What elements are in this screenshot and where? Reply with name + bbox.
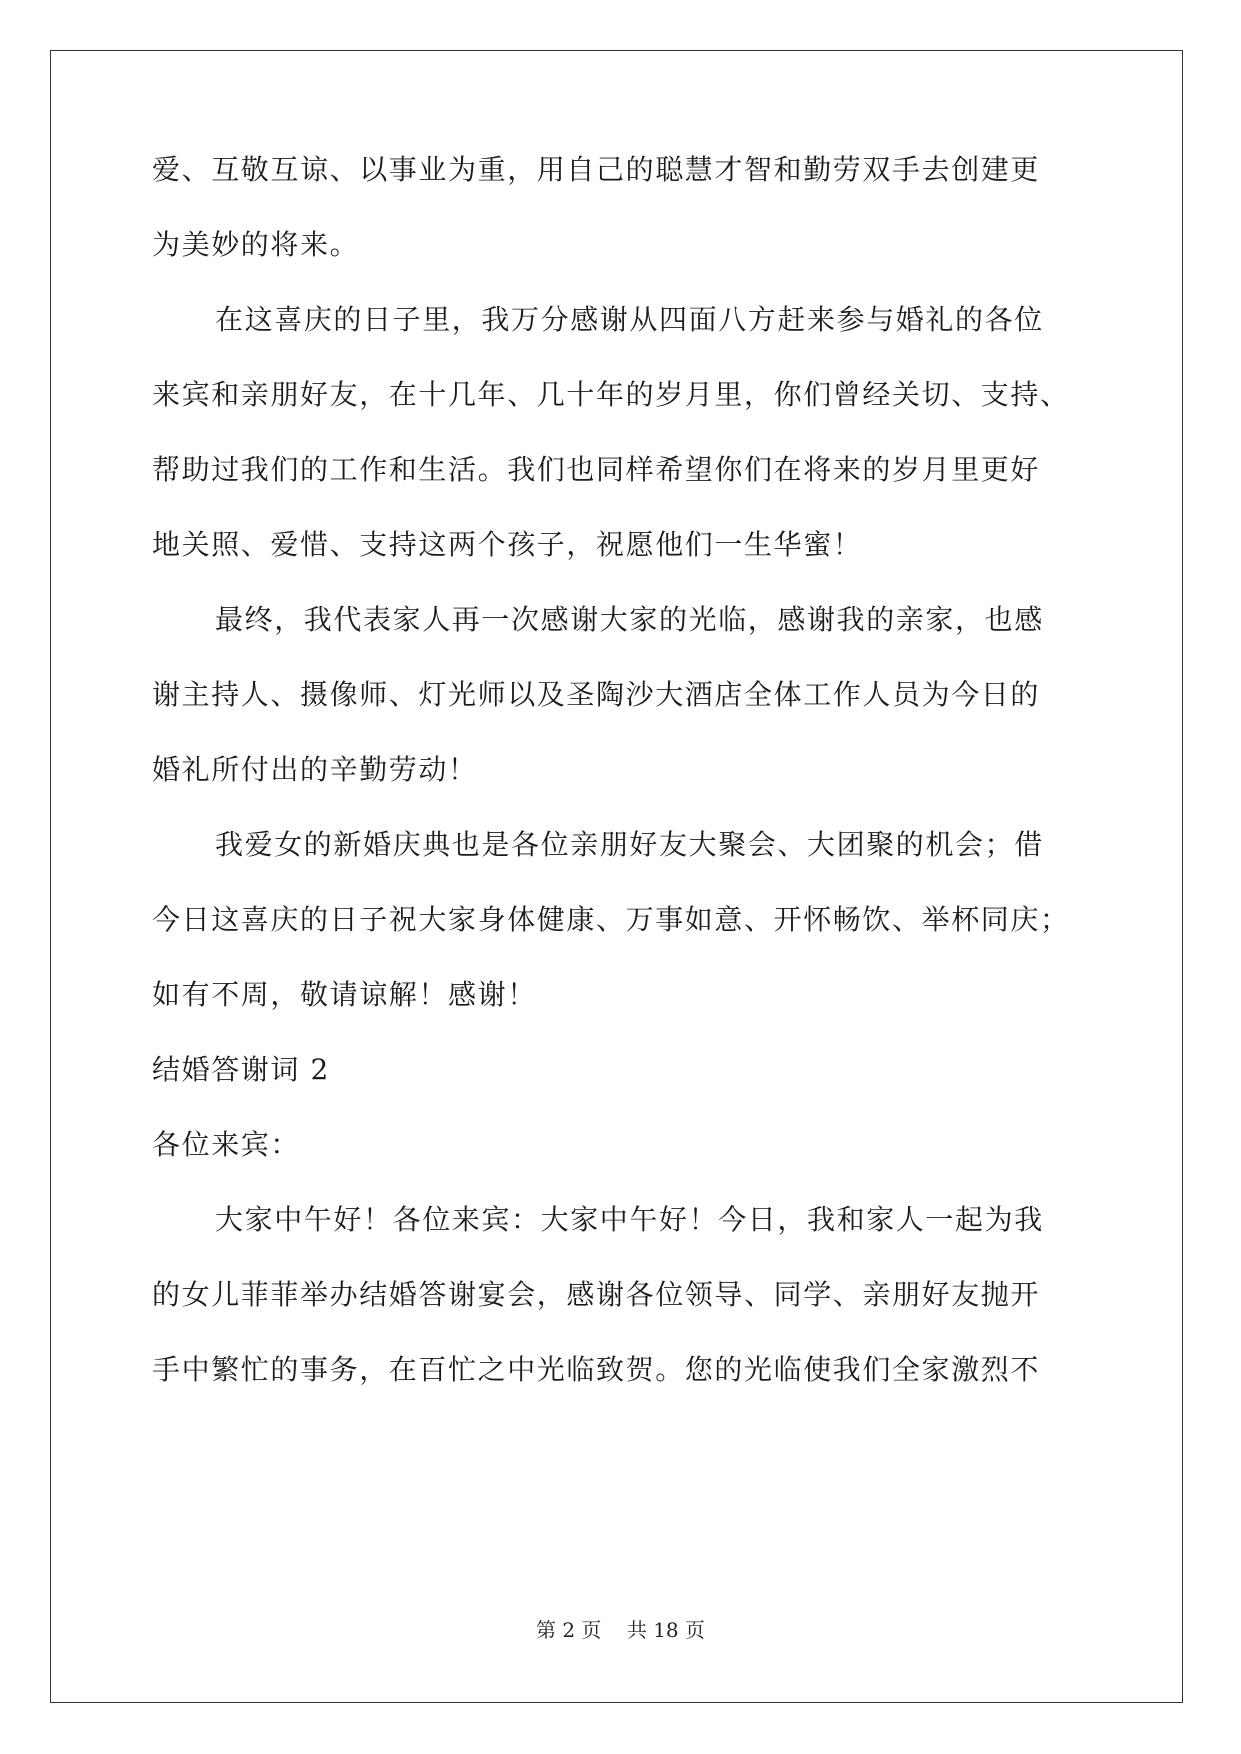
- text-line: 今日这喜庆的日子祝大家身体健康、万事如意、开怀畅饮、举杯同庆；: [152, 903, 1070, 936]
- page-number-footer: 第 2 页 共 18 页: [535, 1618, 706, 1642]
- page-border: [50, 50, 1183, 1703]
- paragraph-start-line: 最终，我代表家人再一次感谢大家的光临，感谢我的亲家，也感: [215, 603, 1044, 636]
- text-line: 来宾和亲朋好友，在十几年、几十年的岁月里，你们曾经关切、支持、: [152, 378, 1070, 411]
- text-line: 如有不周，敬请谅解！感谢！: [152, 978, 537, 1011]
- text-line: 地关照、爱惜、支持这两个孩子，祝愿他们一生华蜜！: [152, 528, 863, 561]
- paragraph-start-line: 我爱女的新婚庆典也是各位亲朋好友大聚会、大团聚的机会；借: [215, 828, 1044, 861]
- text-line: 爱、互敬互谅、以事业为重，用自己的聪慧才智和勤劳双手去创建更: [152, 153, 1041, 186]
- text-line: 手中繁忙的事务，在百忙之中光临致贺。您的光临使我们全家激烈不: [152, 1353, 1041, 1386]
- text-line: 的女儿菲菲举办结婚答谢宴会，感谢各位领导、同学、亲朋好友抛开: [152, 1278, 1041, 1311]
- paragraph-start-line: 大家中午好！各位来宾：大家中午好！今日，我和家人一起为我: [215, 1203, 1044, 1236]
- text-line: 谢主持人、摄像师、灯光师以及圣陶沙大酒店全体工作人员为今日的: [152, 678, 1041, 711]
- section-heading: 结婚答谢词 2: [152, 1053, 330, 1086]
- text-line: 婚礼所付出的辛勤劳动！: [152, 753, 478, 786]
- paragraph-start-line: 在这喜庆的日子里，我万分感谢从四面八方赶来参与婚礼的各位: [215, 303, 1044, 336]
- text-line: 为美妙的将来。: [152, 228, 360, 261]
- salutation: 各位来宾：: [152, 1128, 301, 1161]
- text-line: 帮助过我们的工作和生活。我们也同样希望你们在将来的岁月里更好: [152, 453, 1041, 486]
